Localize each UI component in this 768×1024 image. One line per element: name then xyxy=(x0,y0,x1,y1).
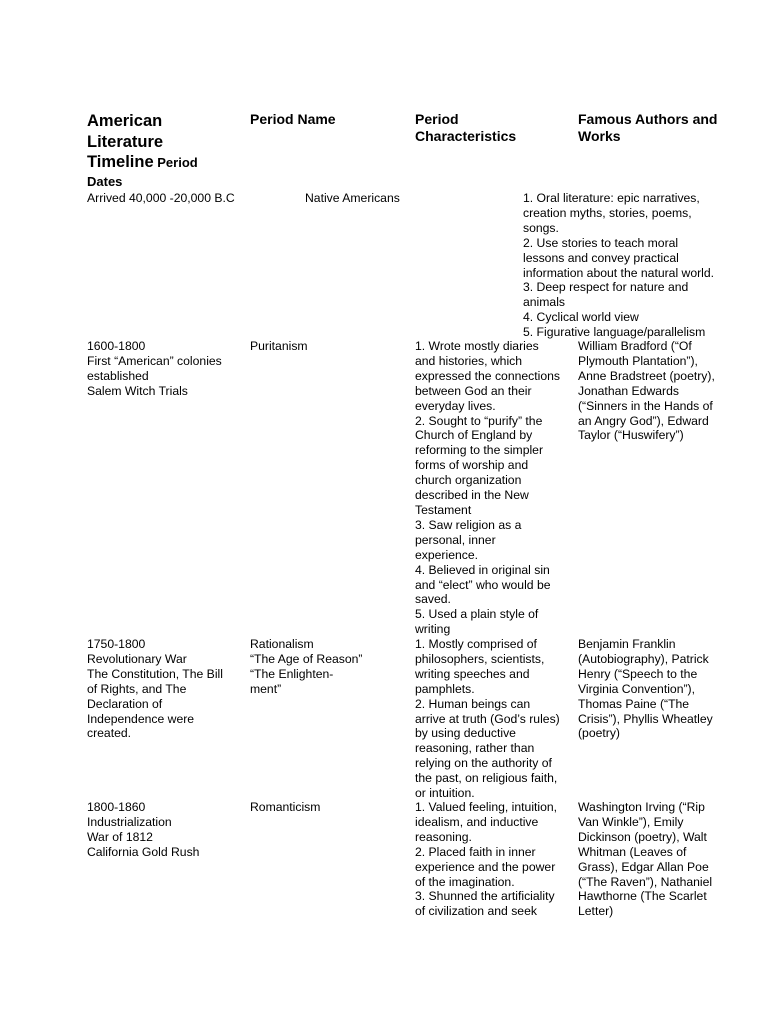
title-line-1: American xyxy=(87,112,163,130)
row-4-characteristics: 1. Valued feeling, intuition, idealism, and inductive reasoning. 2. Placed faith in inner experience and the power of the imagination. 3. Shunned the artificiality of civilization and seek xyxy=(415,800,558,919)
dates-label: Dates xyxy=(87,173,123,189)
col-header-characteristics: Period Characteristics xyxy=(415,111,517,144)
row-3-dates: 1750-1800 Revolutionary War The Constitution, The Bill of Rights, and The Declaration of Independence were created. xyxy=(87,637,223,741)
row-1-characteristics: 1. Oral literature: epic narratives, creation myths, stories, poems, songs. 2. Use stories to teach moral lessons and convey practical information about the natural world. 3. Deep respect for nature and animals 4. Cyclical world view 5. Figurative language/parallelism xyxy=(523,191,715,340)
title-block xyxy=(87,111,247,190)
row-1-dates: Arrived 40,000 -20,000 B.C xyxy=(87,191,235,205)
row-3-characteristics: 1. Mostly comprised of philosophers, scientists, writing speeches and pamphlets. 2. Human beings can arrive at truth (God’s rules) by using deductive reasoning, rather than relying on the authority of the past, on religious faith, or intuition. xyxy=(415,637,560,801)
row-2-name: Puritanism xyxy=(250,339,308,353)
row-3-name: Rationalism “The Age of Reason” “The Enlighten- ment” xyxy=(250,637,363,696)
row-2-authors: William Bradford (“Of Plymouth Plantation”), Anne Bradstreet (poetry), Jonathan Edwards (“Sinners in the Hands of an Angry God”), Edward Taylor (“Huswifery”) xyxy=(578,339,715,443)
row-4-name: Romanticism xyxy=(250,800,321,814)
row-2-characteristics: 1. Wrote mostly diaries and histories, which expressed the connections between God an their everyday lives. 2. Sought to “purify” the Church of England by reforming to the simpler forms of worship and church organization described in the New Testament 3. Saw religion as a personal, inner experience. 4. Believed in original sin and “elect” who would be saved. 5. Used a plain style of writing xyxy=(415,339,560,637)
title-suffix: Period xyxy=(153,155,198,170)
title-line-3 xyxy=(87,152,247,174)
col-header-period-name: Period Name xyxy=(250,111,336,127)
col-header-authors: Famous Authors and Works xyxy=(578,111,718,144)
row-1-name: Native Americans xyxy=(305,191,400,205)
row-2-dates: 1600-1800 First “American” colonies established Salem Witch Trials xyxy=(87,339,222,398)
title-line-2: Literature xyxy=(87,132,164,151)
title-main: Timeline xyxy=(87,153,154,171)
row-3-authors: Benjamin Franklin (Autobiography), Patrick Henry (“Speech to the Virginia Convention”), Thomas Paine (“The Crisis”), Phyllis Wheatley (poetry) xyxy=(578,637,713,741)
row-4-authors: Washington Irving (“Rip Van Winkle”), Emily Dickinson (poetry), Walt Whitman (Leaves of Grass), Edgar Allan Poe (“The Raven”), Nathaniel Hawthorne (The Scarlet Letter) xyxy=(578,800,713,919)
row-4-dates: 1800-1860 Industrialization War of 1812 California Gold Rush xyxy=(87,800,200,859)
